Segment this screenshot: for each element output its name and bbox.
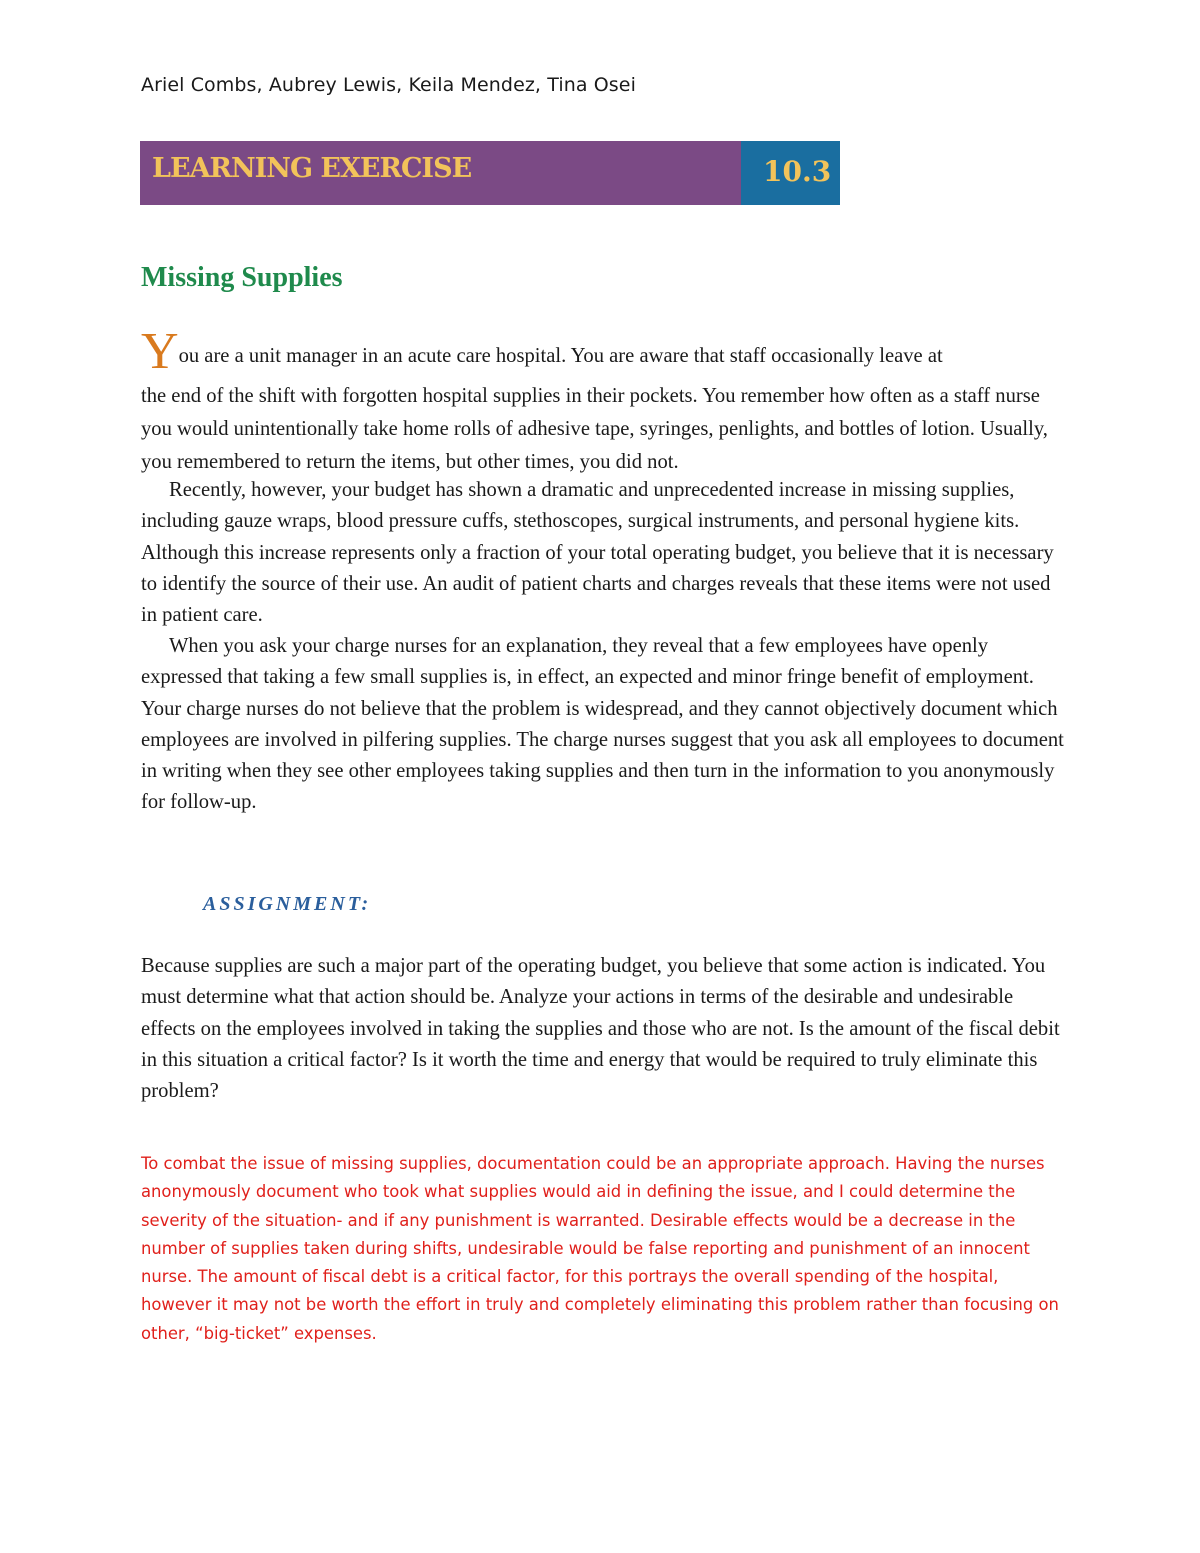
scenario-paragraph-1 (141, 323, 1071, 479)
exercise-title: Missing Supplies (141, 262, 343, 293)
student-answer: To combat the issue of missing supplies, documentation could be an appropriate approach. Having the nurses anonymously document who took what supplies would aid in defining the issue, and I could determine the severity of the situation- and if any punishment is warranted. Desirable effects would be a decrease in the number of supplies taken during shifts, undesirable would be false reporting and punishment of an innocent nurse. The amount of fiscal debt is a critical factor, for this portrays the overall spending of the hospital, however it may not be worth the effort in truly and completely eliminating this problem rather than focusing on other, “big-ticket” expenses. (141, 1154, 1059, 1343)
author-names: Ariel Combs, Aubrey Lewis, Keila Mendez, Tina Osei (141, 74, 636, 96)
scenario-first-line-text: ou are a unit manager in an acute care hospital. You are aware that staff occasionally leave at (178, 345, 943, 367)
scenario-paragraph-3: When you ask your charge nurses for an explanation, they reveal that a few employees have openly expressed that taking a few small supplies is, in effect, an expected and minor fringe benefit of employment. Your charge nurses do not believe that the problem is widespread, and they cannot objectively document which employees are involved in pilfering supplies. The charge nurses suggest that you ask all employees to document in writing when they see other employees taking supplies and then turn in the information to you anonymously for follow-up. (141, 635, 1064, 814)
assignment-heading: ASSIGNMENT: (203, 893, 372, 915)
scenario-paragraph-2: Recently, however, your budget has shown a dramatic and unprecedented increase in missing supplies, including gauze wraps, blood pressure cuffs, stethoscopes, surgical instruments, and personal hygiene kits. Although this increase represents only a fraction of your total operating budget, you believe that it is necessary to identify the source of their use. An audit of patient charts and charges reveals that these items were not used in patient care. (141, 479, 1054, 627)
exercise-number: 10.3 (763, 155, 832, 188)
scenario-paragraph-1-rest: the end of the shift with forgotten hospital supplies in their pockets. You remember how often as a staff nurse you would unintentionally take home rolls of adhesive tape, syringes, penlights, and bottles of lotion. Usually, you remembered to return the items, but other times, you did not. (141, 385, 1048, 473)
scenario-first-line (141, 323, 943, 380)
assignment-text: Because supplies are such a major part of the operating budget, you believe that some action is indicated. You must determine what that action should be. Analyze your actions in terms of the desirable and undesirable effects on the employees involved in taking the supplies and those who are not. Is the amount of the fiscal debit in this situation a critical factor? Is it worth the time and energy that would be required to truly eliminate this problem? (141, 955, 1060, 1103)
banner-label: LEARNING EXERCISE (152, 153, 472, 184)
learning-exercise-banner (140, 141, 840, 205)
banner-label-box (140, 141, 741, 205)
banner-number-box (741, 141, 840, 205)
drop-cap: Y (141, 323, 179, 380)
